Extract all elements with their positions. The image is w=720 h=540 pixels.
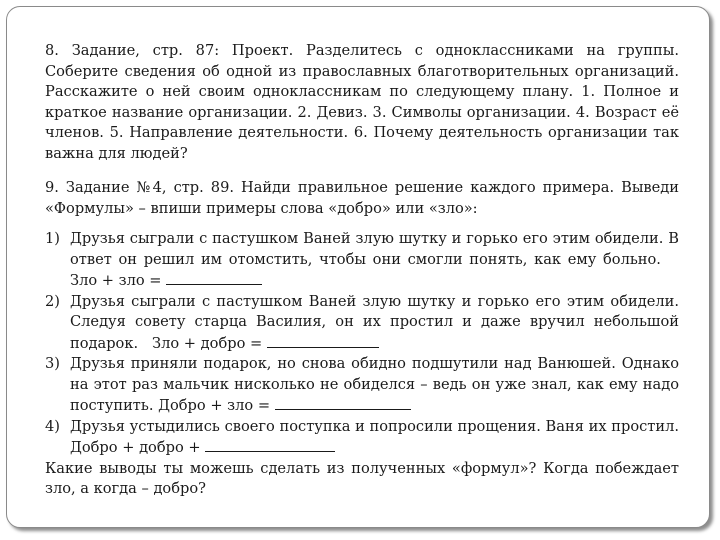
formula-label: Зло + добро = xyxy=(152,334,263,352)
task-9-intro: 9. Задание №4, стр. 89. Найди правильное решение каждого примера. Выведи «Формулы» – впиши примеры слова «добро» или «зло»: xyxy=(45,179,679,217)
list-item xyxy=(45,229,679,292)
list-item-number: 1) xyxy=(45,230,60,247)
slide-frame xyxy=(6,6,710,528)
formula-label: Зло + зло = xyxy=(70,272,162,289)
answer-blank[interactable] xyxy=(205,437,335,452)
list-item-text: Друзья устыдились своего поступка и попросили прощения. Ваня их простил. xyxy=(70,417,679,435)
conclusion-question: Какие выводы ты можешь сделать из полученных «формул»? Когда побеждает зло, а когда – добро? xyxy=(45,459,679,497)
task-9-list xyxy=(45,229,679,459)
list-item xyxy=(45,354,679,417)
list-item-number: 2) xyxy=(45,292,60,310)
answer-blank[interactable] xyxy=(267,333,379,348)
list-item-text: Друзья приняли подарок, но снова обидно подшутили над Ванюшей. Однако на этот раз мальчик нисколько не обиделся – ведь он уже знал, как ему надо поступить. xyxy=(70,355,679,414)
list-item xyxy=(45,292,679,355)
list-item-text: Друзья сыграли с пастушком Ваней злую шутку и горько его этим обидели. Следуя совету старца Василия, он их простил и даже вручил небольшой подарок. xyxy=(70,292,679,352)
task-8-paragraph: 8. Задание, стр. 87: Проект. Разделитесь с одноклассниками на группы. Соберите сведения об одной из православных благотворительных организаций. Расскажите о ней своим одноклассникам по следующему плану. 1. Полное и краткое название организации. 2. Девиз. 3. Символы организации. 4. Возраст её членов. 5. Направление деятельности. 6. Почему деятельность организации так важна для людей? xyxy=(45,42,679,162)
formula-label: Добро + зло = xyxy=(158,397,271,414)
list-item-number: 3) xyxy=(45,355,60,372)
answer-blank[interactable] xyxy=(275,395,411,410)
formula-label: Добро + добро + xyxy=(70,439,201,456)
slide-content xyxy=(45,41,679,500)
list-item-number: 4) xyxy=(45,417,60,435)
list-item-text: Друзья сыграли с пастушком Ваней злую шутку и горько его этим обидели. В ответ он решил им отомстить, чтобы они смогли понять, как ему больно. xyxy=(70,230,679,268)
answer-blank[interactable] xyxy=(166,270,262,285)
list-item xyxy=(45,417,679,459)
